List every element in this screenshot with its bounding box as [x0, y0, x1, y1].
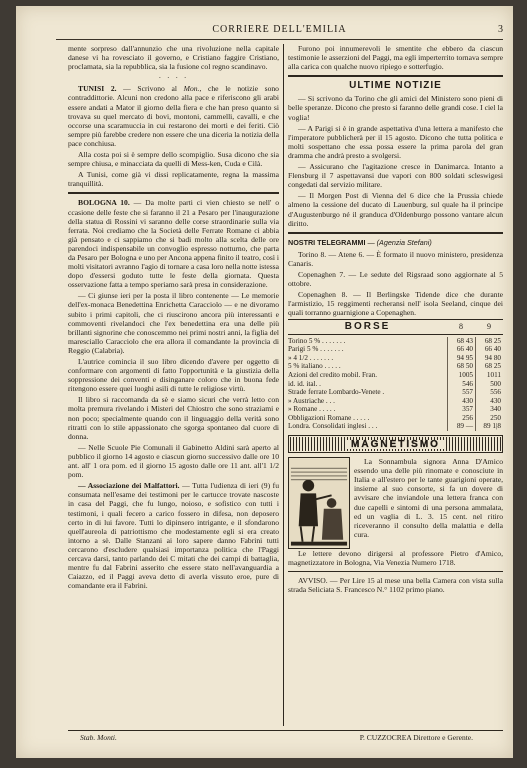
- article-text: — Tutta l'udienza di ieri (9) fu consumata nell'esame dei testimoni per le cartucce trovate nascoste in casa del Paggi, che fu lungo, noioso, e sofistico con tutti i testimoni, i quali fecero a carico fossero in difesa, non deposero certo in di lui favore. Tutti lo dipinsero intrigante, e il sfondarono quell'aureola di patriottismo che modestamente egli si era creato intorno a sè. Dalle Stanzani ai loro sapere danno Fabrini tutti cercarono d'escludere qualsiasi importanza politica che l'Paggi cercava darsi, tanto parlando dei C mitati che dei campi di battaglia, mentre fu dal Fabrini asserito che essere stato nell'avanguardia a Caiazzo, ed il Paggi aveva detto di averla vissuto eroe, pure di comandante era il Fabrini.: [68, 481, 279, 591]
- borse-row: [288, 337, 503, 346]
- borse-row: [288, 354, 503, 363]
- left-column: [68, 44, 279, 728]
- borse-value: 94 95: [447, 354, 475, 363]
- borse-label: Torino 5 % . . . . . . .: [288, 336, 346, 345]
- borse-label: 5 % italiano . . . . .: [288, 362, 341, 371]
- borse-row: [288, 388, 503, 397]
- section-rule: [68, 192, 279, 194]
- borse-label: Obbligazioni Romane . . . . .: [288, 413, 370, 422]
- telegrammi-title: NOSTRI TELEGRAMMI: [288, 237, 366, 247]
- article-paragraph: mente sorpreso dall'annunzio che una rivoluzione nella capitale danese vi ha rovesciato il governo, e Cristiano faggire Cristiano, proclamata, sia la repubblica, sia la fusione col regno scandinavo.: [68, 44, 279, 72]
- borse-value: 68 50: [447, 362, 475, 371]
- borse-value: 94 80: [475, 354, 503, 363]
- borse-value: 430: [447, 397, 475, 406]
- article-paragraph: L'autrice comincia il suo libro dicendo d'avere per oggetto di conformare con argomenti di fatto l'opportunità e la giustizia della soppressione dei conventi e disinganare coloro che in buona fede ritengono essere quei luoghi asili di tutte le religiose virtù.: [68, 357, 279, 394]
- borse-value: 89 —: [447, 422, 475, 431]
- borse-row: [288, 371, 503, 380]
- newspaper-title: CORRIERE DELL'EMILIA: [212, 24, 347, 35]
- magnetism-ad: [288, 457, 503, 549]
- borse-value: 1011: [475, 371, 503, 380]
- borse-label: » 4 1/2 . . . . . . .: [288, 353, 334, 362]
- borse-value: 250: [475, 414, 503, 423]
- dateline: BOLOGNA 10.: [78, 198, 130, 208]
- news-item: — Il Morgen Post di Vienna del 6 dice che la Prussia chiede almeno la cessione del ducato di Lauenburg, sul quale ha il principe d'Augustenburgo né il granduca d'Oldenburgo possono vantare alcun diritto.: [288, 191, 503, 228]
- borse-label: Azioni del credito mobil. Fran.: [288, 370, 378, 379]
- telegram-item: Torino 8. — Atene 6. — È formato il nuovo ministero, presidenza Canaris.: [288, 249, 503, 268]
- borse-title: BORSE: [344, 321, 391, 333]
- borse-value: 1005: [447, 371, 475, 380]
- magnetismo-banner: [288, 435, 503, 453]
- borse-day: 9: [487, 322, 491, 332]
- borse-value: 68 25: [475, 337, 503, 346]
- borse-value: 546: [447, 380, 475, 389]
- telegrammi-heading: [288, 238, 503, 247]
- borse-label: Parigi 5 % . . . . . . .: [288, 345, 344, 354]
- borse-row: [288, 397, 503, 406]
- telegram-item: Copenaghen 8. — Il Berlingske Tidende dice che durante l'armistizio, 15 reggimenti recheransi nell' isola Seeland, cinque dei quali torranno guarnigione a Copenaghen.: [288, 290, 503, 318]
- article-heading: — Associazione dei Malfattori.: [78, 481, 180, 491]
- ad-body: [354, 457, 503, 549]
- avviso-notice: AVVISO. — Per Lire 15 al mese una bella Camera con vista sulla strada Seliciata S. Francesco N.° 1102 primo piano.: [288, 576, 503, 595]
- dateline: TUNISI 2.: [78, 84, 117, 94]
- page-footer: [68, 730, 503, 742]
- page-number: 3: [498, 24, 503, 35]
- column-rule: [283, 44, 284, 726]
- borse-row: [288, 422, 503, 431]
- borse-value: 66 40: [475, 345, 503, 354]
- magnetizer-engraving-icon: [288, 457, 350, 549]
- ultime-notizie-heading: ULTIME NOTIZIE: [349, 80, 442, 92]
- borse-value: 556: [475, 388, 503, 397]
- ad-paragraph: Le lettere devono dirigersi al professore Pietro d'Amico, magnetizzatore in Bologna, Via Venezia Numero 1718.: [288, 549, 503, 568]
- news-item: — Si scrivono da Torino che gli amici del Ministero sono pieni di belle speranze. Dicono che presto si faranno delle grandi cose. I ciel la voglia!: [288, 94, 503, 122]
- borse-value: 68 43: [447, 337, 475, 346]
- borse-table: [288, 337, 503, 432]
- tunisi-article: [68, 84, 279, 148]
- source-name: Mon.: [183, 84, 200, 94]
- borse-day: 8: [459, 322, 463, 332]
- article-text: — Scrivono al: [123, 84, 177, 94]
- article-paragraph: — Nelle Scuole Pie Comunali il Gabinetto Aldini sarà aperto al pubblico il giorno 14 agosto e ciascun giorno successivo dalle ore 10 ant. all' 1 ora pom. ed il giorno 15 agosto dalle ore 11 ant. all'1 1/2 pom.: [68, 442, 279, 480]
- borse-row: [288, 414, 503, 423]
- borse-value: 89 1|8: [475, 422, 503, 431]
- borse-label: Strade ferrate Lombardo-Venete .: [288, 388, 385, 397]
- bologna-article: [68, 198, 279, 289]
- borse-heading: [288, 319, 503, 334]
- borse-label: Londra. Consolidati inglesi . . .: [288, 422, 378, 431]
- borse-value: 500: [475, 380, 503, 389]
- section-rule: [288, 571, 503, 572]
- telegram-item: Copenaghen 7. — Le sedute del Rigsraad sono aggiornate al 5 ottobre.: [288, 269, 503, 289]
- article-paragraph: Furono poi innumerevoli le smentite che ebbero da ciascun testimonie le asserzioni del Paggi, ma egli imperterrito tornava sempre alla carica con qualche nuovo ripiego e sotterfugio.: [288, 44, 503, 72]
- borse-value: 357: [447, 405, 475, 414]
- article-paragraph: — Ci giunse ieri per la posta il libro contenente — Le memorie dell'ex-monaca Benedettina Enrichetta Caracciolo — e ne divoramo subito i primi capitoli, che ci riuscirono ancora più interessanti e commoventi rivelandoci che l'ex benedettina era una delle più brillanti signorine che conoscemmo nei primi nostri anni, la figlia del maresciallo Caracciolo che era allora il comandante la provincia di Reggio (Calabria).: [68, 291, 279, 355]
- news-item: — A Parigi si è in grande aspettativa d'una lettera a manifesto che l'imperatore pubblicherà per il 15 agosto. Dicono che tutta politica e molti sospettano che essa possa essere la prima parola del gran dramma che andrà presto a svolgersi.: [288, 123, 503, 160]
- borse-row: [288, 405, 503, 414]
- right-column: [288, 44, 503, 728]
- newspaper-page: [16, 6, 513, 758]
- borse-value: 66 40: [447, 345, 475, 354]
- borse-value: 557: [447, 388, 475, 397]
- article-text: — Da molte parti ci vien chiesto se nell' o ccasione delle feste che si faranno il 21 a Pesaro per l'inaugurazione della statua di Rossini vi saranno delle corse straordinarie sulla via ferrata. Noi crediamo che la Società delle Ferrate Romane ci abbia già pensato e ci sappiamo che si badi molto alla scelta delle ore parendoci indispensabile un convoglio espresso notturno, che parta da Pesaro per Bologna e uno per Ancona appena finito il teatro, così i molti visitatori avranno l'agio di tornare a casa loro nella notte istessa dopo d'essersi goduto tutte le feste della giornata. Questa osservazione fatta a tempo speriamo sarà presa in considerazione.: [68, 198, 279, 290]
- article-paragraph: Alla costa poi si è sempre dello scompiglio. Susa dicono che sia sempre chiusa, e minacciata da quelli di Mess-ken, Cuda e Cilà.: [68, 150, 279, 169]
- borse-label: id. id. ital. .: [288, 379, 321, 388]
- news-item: — Assicurano che l'agitazione cresce in Danimarca. Intanto a Flensburg il 7 aspettavansi due vapori con 800 soldati scleswigesi congedati dal servizio militare.: [288, 162, 503, 190]
- borse-row: [288, 380, 503, 389]
- section-rule: [288, 232, 503, 234]
- borse-label: » Austriache . . .: [288, 396, 335, 405]
- editor-credit: P. CUZZOCREA Direttore e Gerente.: [359, 733, 473, 742]
- article-paragraph: A Tunisi, come già vi dissi replicatamente, regna la massima tranquillità.: [68, 170, 279, 189]
- magnetismo-title: MAGNETISMO: [347, 440, 444, 449]
- separator: · · · ·: [158, 73, 189, 83]
- article-paragraph: Il libro si raccomanda da sè e siamo sicuri che verrà letto con molta premura rivelando i Misteri del Chiostro che sono straziami e non poco; specialmente quando con il linguaggio della verità sono ritratti con lo stile appassionato che sgorga spontaneo dal cuore di donna.: [68, 395, 279, 441]
- section-rule: [288, 75, 503, 77]
- ad-paragraph: La Sonnambula signora Anna D'Amico essendo una delle più rinomate e conosciute in Italia e all'estero per le tante guarigioni operate, insieme al suo consorte, si fa un dovere di avvisare che inviandole una lettera franca con due capelli e sintomi di una persona ammalata, ed un vaglia di L. 3. 15 cent. nel ritiro riceveranno il consulto della malattia e della cura.: [354, 457, 503, 539]
- borse-row: [288, 345, 503, 354]
- page-header: [56, 24, 503, 40]
- article-text: , che le notizie sono contraddittorie. Alcuni non credono alla pace e riferiscono gli arabi essere andati a Mator il giorno della fiera e che han preso quanto si trovava su quel mercato di bovi, montoni, cammelli, cavalli, e che occorse una scaramuccia in cui restarono dei morti e dei feriti. Ciò sempre più farebbe credere non essere che una diceria la notizia della pace conchiusa.: [68, 84, 279, 148]
- borse-value: 340: [475, 405, 503, 414]
- borse-label: » Romane . . . . .: [288, 405, 336, 414]
- borse-row: [288, 362, 503, 371]
- borse-value: 430: [475, 397, 503, 406]
- article-paragraph: [68, 481, 279, 590]
- borse-value: 68 25: [475, 362, 503, 371]
- borse-value: 256: [447, 414, 475, 423]
- agency-name: — (Agenzia Stefani): [367, 237, 432, 247]
- printer-credit: Stab. Monti.: [80, 733, 117, 742]
